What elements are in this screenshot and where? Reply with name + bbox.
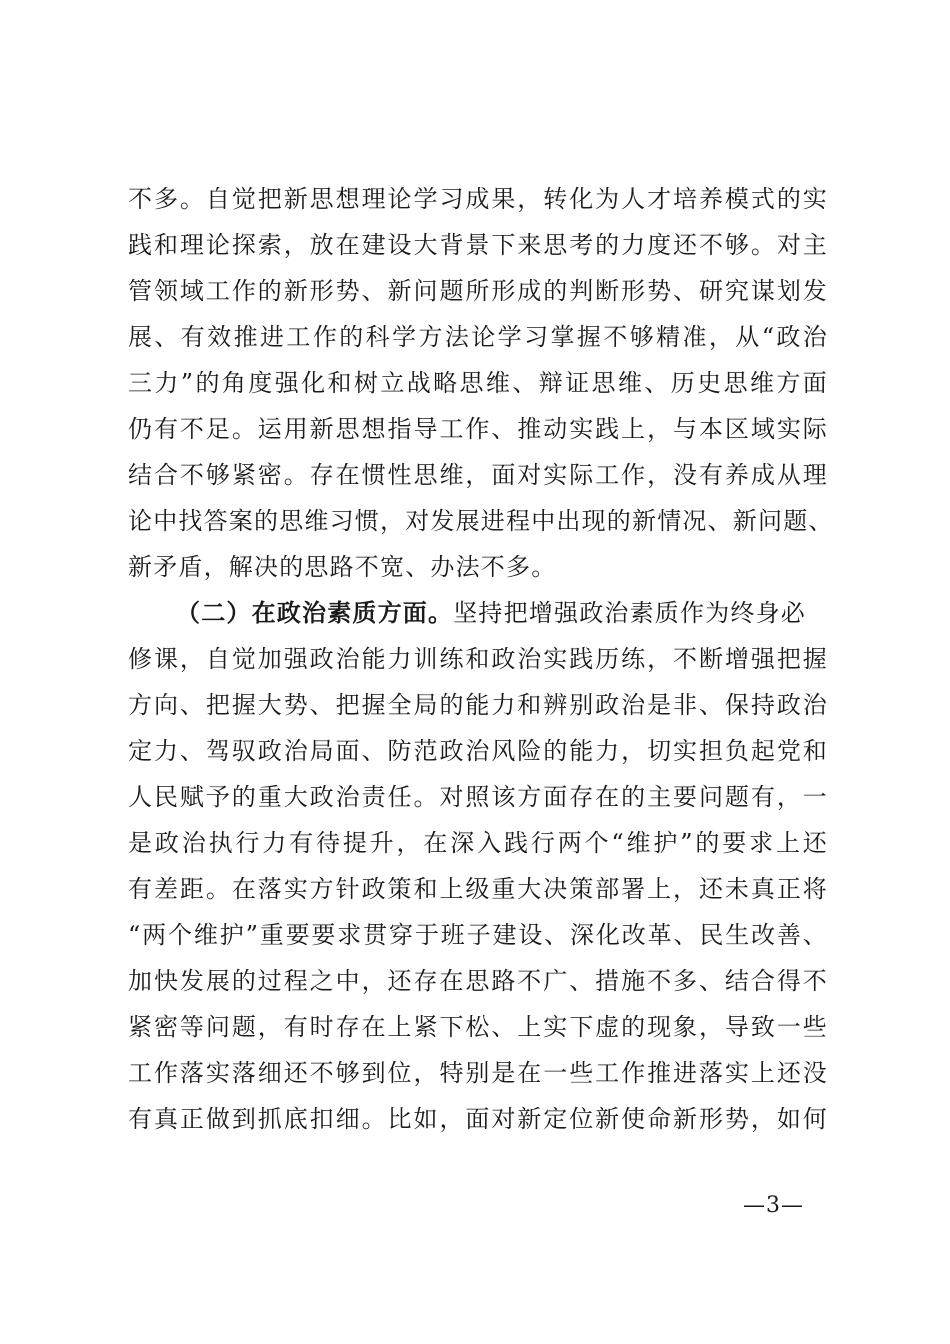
text-line: 是政治执行力有待提升，在深入践行两个“维护”的要求上还 <box>128 829 828 857</box>
text-line: 论中找答案的思维习惯，对发展进程中出现的新情况、新问题、 <box>128 507 834 535</box>
text-line: 不多。自觉把新思想理论学习成果，转化为人才培养模式的实 <box>128 185 828 213</box>
text-line: 结合不够紧密。存在惯性思维，面对实际工作，没有养成从理 <box>128 461 828 489</box>
text-line: 紧密等问题，有时存在上紧下松、上实下虚的现象，导致一些 <box>128 1013 828 1041</box>
text-line: 加快发展的过程之中，还存在思路不广、措施不多、结合得不 <box>128 967 828 995</box>
text-line-last: 新矛盾，解决的思路不宽、办法不多。 <box>128 553 557 581</box>
text-line: 仍有不足。运用新思想指导工作、推动实践上，与本区域实际 <box>128 415 828 443</box>
text-line: 方向、把握大势、把握全局的能力和辨别政治是非、保持政治 <box>128 691 828 719</box>
section-heading: （二）在政治素质方面。 <box>176 598 454 627</box>
text-line: 管领域工作的新形势、新问题所形成的判断形势、研究谋划发 <box>128 277 828 305</box>
text-line: 三力”的角度强化和树立战略思维、辩证思维、历史思维方面 <box>128 369 828 397</box>
text-line: 人民赋予的重大政治责任。对照该方面存在的主要问题有，一 <box>128 783 828 811</box>
text-line: 修课，自觉加强政治能力训练和政治实践历练，不断增强把握 <box>128 645 828 673</box>
paragraph-1 <box>128 176 834 590</box>
text-line: 展、有效推进工作的科学方法论学习掌握不够精准，从“政治 <box>128 323 828 351</box>
document-body <box>128 176 834 1142</box>
text-line: 践和理论探索，放在建设大背景下来思考的力度还不够。对主 <box>128 231 828 259</box>
page-number: —3— <box>743 1193 804 1218</box>
text-line: 有真正做到抓底扣细。比如，面对新定位新使命新形势，如何 <box>128 1105 828 1133</box>
text-line: 有差距。在落实方针政策和上级重大决策部署上，还未真正将 <box>128 875 828 903</box>
paragraph-2 <box>128 590 828 1142</box>
text-line: 定力、驾驭政治局面、防范政治风险的能力，切实担负起党和 <box>128 737 828 765</box>
text-line: 工作落实落细还不够到位，特别是在一些工作推进落实上还没 <box>128 1059 828 1087</box>
text-line: “两个维护”重要要求贯穿于班子建设、深化改革、民生改善、 <box>128 921 828 949</box>
heading-line-rest: 坚持把增强政治素质作为终身必 <box>453 599 807 627</box>
text-line-first <box>128 590 828 636</box>
